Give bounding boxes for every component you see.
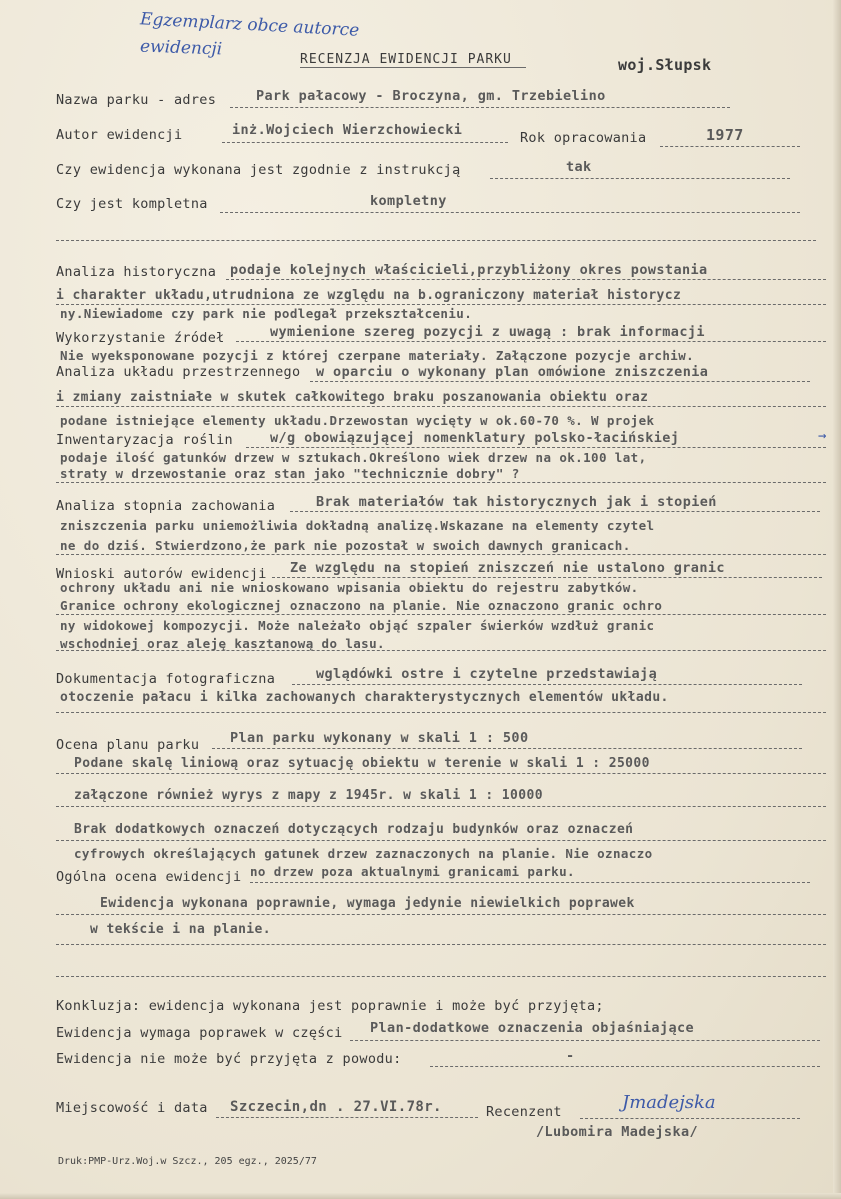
- blank-line: [56, 240, 816, 241]
- reviewer-signature: Jmadejska: [622, 1092, 716, 1113]
- author-line: [222, 142, 508, 143]
- plan-underline2: [56, 773, 826, 774]
- inventory-underline2: [56, 482, 826, 483]
- conclusions-line4: ny widokowej kompozycji. Może należało objąć szpaler świerków wzdłuż granic: [60, 618, 655, 633]
- preservation-underline2: [56, 554, 826, 555]
- historical-line2: i charakter układu,utrudniona ze względu na b.ograniczony materiał historycz: [56, 288, 682, 303]
- handwritten-note-line2: ewidencji: [139, 36, 223, 60]
- author-label: Autor ewidencji: [56, 127, 183, 143]
- plan-line3: załączone również wyrys z mapy z 1945r. w skali 1 : 10000: [74, 788, 543, 803]
- arrow-icon: →: [818, 428, 827, 444]
- historical-underline2: [56, 304, 826, 305]
- historical-label: Analiza historyczna: [56, 264, 217, 280]
- conclusions-underline3: [56, 650, 826, 651]
- overall-underline2: [56, 914, 826, 915]
- instruction-label: Czy ewidencja wykonana jest zgodnie z instrukcją: [56, 162, 461, 178]
- plan-underline: [212, 748, 802, 749]
- historical-line3: ny.Niewiadome czy park nie podlegał przekształceniu.: [60, 306, 473, 321]
- spatial-label: Analiza układu przestrzennego: [56, 364, 301, 380]
- instruction-line: [490, 178, 790, 179]
- conclusion-line2-value: Plan-dodatkowe oznaczenia objaśniające: [370, 1020, 695, 1036]
- conclusion-line2-label: Ewidencja wymaga poprawek w części: [56, 1025, 343, 1041]
- historical-underline: [226, 279, 826, 280]
- inventory-line1: w/g obowiązującej nomenklatury polsko-łacińskiej: [270, 430, 680, 446]
- spatial-line1: w oparciu o wykonany plan omówione zniszczenia: [316, 364, 709, 380]
- preservation-label: Analiza stopnia zachowania: [56, 498, 276, 514]
- spatial-underline2: [56, 406, 826, 407]
- title-underline: [300, 67, 526, 68]
- sources-line1: wymienione szereg pozycji z uwagą : brak informacji: [270, 324, 705, 340]
- conclusions-label: Wnioski autorów ewidencji: [56, 566, 267, 582]
- conclusion-line2-underline: [350, 1040, 820, 1041]
- spatial-line2: i zmiany zaistniałe w skutek całkowitego braku poszanowania obiektu oraz: [56, 390, 649, 405]
- photo-label: Dokumentacja fotograficzna: [56, 671, 276, 687]
- instruction-value: tak: [566, 159, 592, 175]
- plan-underline3: [56, 806, 826, 807]
- place-date-value: Szczecin,dn . 27.VI.78r.: [230, 1099, 442, 1115]
- place-date-label: Miejscowość i data: [56, 1100, 208, 1116]
- conclusions-underline: [272, 577, 822, 578]
- complete-value: kompletny: [370, 193, 447, 209]
- print-info: Druk:PMP-Urz.Woj.w Szcz., 205 egz., 2025/77: [58, 1156, 317, 1167]
- plan-line1: Plan parku wykonany w skali 1 : 500: [230, 730, 529, 746]
- conclusions-line3: Granice ochrony ekologicznej oznaczono na planie. Nie oznaczono granic ochro: [60, 598, 663, 613]
- author-value: inż.Wojciech Wierzchowiecki: [232, 122, 463, 138]
- conclusion-line3-underline: [430, 1066, 820, 1067]
- overall-underline4: [56, 976, 826, 977]
- historical-line1: podaje kolejnych właścicieli,przybliżony okres powstania: [230, 262, 708, 278]
- spatial-line3: podane istniejące elementy układu.Drzewostan wycięty w ok.60-70 %. W projek: [60, 413, 655, 428]
- park-name-value: Park pałacowy - Broczyna, gm. Trzebielino: [256, 88, 606, 104]
- conclusions-underline2: [56, 614, 826, 615]
- plan-line5: cyfrowych określających gatunek drzew zaznaczonych na planie. Nie oznaczo: [74, 846, 653, 861]
- reviewer-label: Recenzent: [486, 1104, 562, 1120]
- complete-line: [220, 212, 800, 213]
- overall-underline3: [56, 944, 826, 945]
- preservation-line1: Brak materiałów tak historycznych jak i stopień: [316, 494, 717, 510]
- plan-line2: Podane skalę liniową oraz sytuację obiektu w terenie w skali 1 : 25000: [74, 756, 650, 771]
- reviewer-name: /Lubomira Madejska/: [536, 1124, 699, 1140]
- page-edge-right: [833, 0, 841, 1199]
- preservation-underline: [290, 511, 820, 512]
- overall-line1: Ewidencja wykonana poprawnie, wymaga jedynie niewielkich poprawek: [100, 896, 635, 911]
- document-title: RECENZJA EWIDENCJI PARKU: [300, 52, 512, 67]
- photo-underline: [292, 684, 802, 685]
- park-name-label: Nazwa parku - adres: [56, 92, 217, 108]
- place-date-underline: [216, 1117, 478, 1118]
- signature-underline: [580, 1118, 800, 1119]
- year-value: 1977: [706, 126, 744, 144]
- conclusions-line5: wschodniej oraz aleję kasztanową do lasu.: [60, 636, 385, 651]
- park-name-line: [230, 107, 730, 108]
- plan-line4: Brak dodatkowych oznaczeń dotyczących rodzaju budynków oraz oznaczeń: [74, 822, 634, 837]
- year-line: [660, 146, 800, 147]
- complete-label: Czy jest kompletna: [56, 196, 208, 212]
- photo-line1: wglądówki ostre i czytelne przedstawiają: [316, 666, 658, 682]
- spatial-underline: [310, 381, 810, 382]
- plan-underline4: [56, 840, 826, 841]
- inventory-line2: podaje ilość gatunków drzew w sztukach.Określono wiek drzew na ok.100 lat,: [60, 450, 647, 465]
- inventory-underline: [246, 447, 826, 448]
- overall-line2: w tekście i na planie.: [90, 922, 271, 937]
- conclusions-line2: ochrony układu ani nie wnioskowano wpisania obiektu do rejestru zabytków.: [60, 580, 639, 595]
- sources-underline: [236, 341, 826, 342]
- photo-underline2: [56, 712, 826, 713]
- sources-line2: Nie wyeksponowane pozycji z której czerpane materiały. Załączone pozycje archiw.: [60, 348, 695, 363]
- region-label: woj.Słupsk: [618, 56, 712, 74]
- plan-label: Ocena planu parku: [56, 737, 200, 753]
- page-edge-bottom: [0, 1193, 841, 1199]
- conclusion-line1: Konkluzja: ewidencja wykonana jest poprawnie i może być przyjęta;: [56, 998, 604, 1014]
- year-label: Rok opracowania: [520, 130, 647, 146]
- inventory-label: Inwentaryzacja roślin: [56, 432, 233, 448]
- photo-line2: otoczenie pałacu i kilka zachowanych charakterystycznych elementów układu.: [60, 690, 669, 705]
- overall-label: Ogólna ocena ewidencji: [56, 869, 242, 885]
- preservation-line2: zniszczenia parku uniemożliwia dokładną analizę.Wskazane na elementy czytel: [60, 518, 655, 533]
- plan-line6: no drzew poza aktualnymi granicami parku.: [250, 864, 575, 879]
- conclusions-line1: Ze względu na stopień zniszczeń nie ustalono granic: [290, 560, 725, 576]
- inventory-line3: straty w drzewostanie oraz stan jako "technicznie dobry" ?: [60, 466, 520, 481]
- overall-underline: [250, 882, 810, 883]
- sources-label: Wykorzystanie źródeł: [56, 330, 225, 346]
- conclusion-line3-label: Ewidencja nie może być przyjęta z powodu:: [56, 1051, 402, 1067]
- conclusion-line3-value: -: [566, 1048, 575, 1064]
- preservation-line3: ne do dziś. Stwierdzono,że park nie pozostał w swoich dawnych granicach.: [60, 538, 631, 553]
- handwritten-note-line1: Egzemplarz obce autorce: [139, 9, 360, 41]
